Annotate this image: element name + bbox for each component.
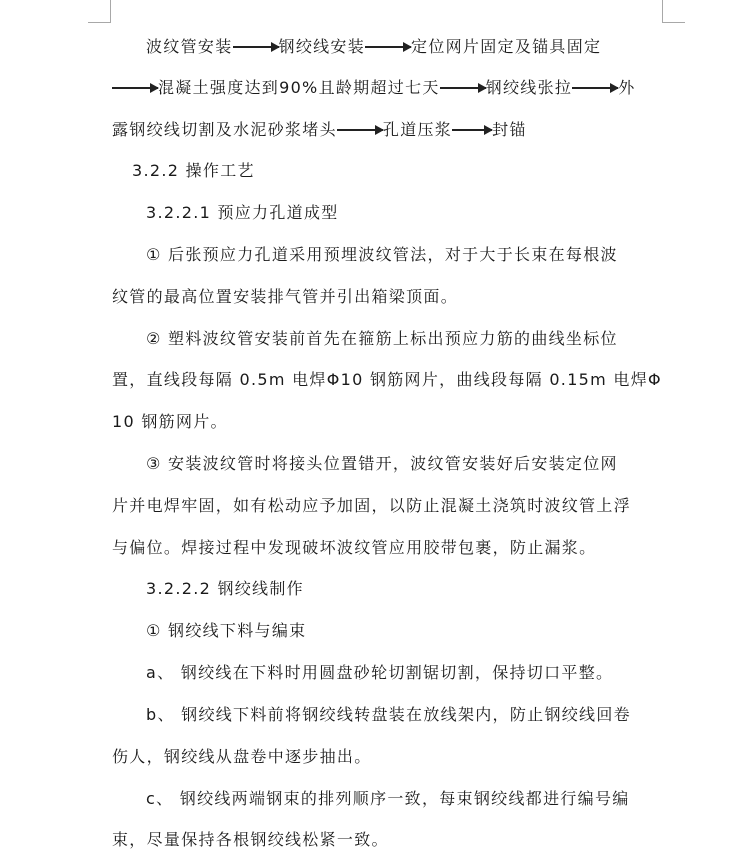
flow-arrow: [233, 46, 279, 48]
paragraph-1-line-2: 纹管的最高位置安装排气管并引出箱梁顶面。: [112, 287, 459, 306]
item-b-line-2: 伤人，钢绞线从盘卷中逐步抽出。: [112, 747, 372, 766]
flow-line-2: [112, 78, 636, 98]
flow-arrow: [440, 87, 486, 89]
flow-line-3: [112, 120, 527, 140]
flow-step: 定位网片固定及锚具固定: [411, 37, 602, 56]
flow-arrow: [112, 87, 158, 89]
crop-mark-left: [88, 0, 111, 23]
flow-arrow: [452, 129, 492, 131]
flow-step: 钢绞线安装: [278, 37, 366, 56]
flow-step: 露钢绞线切割及水泥砂浆堵头: [112, 120, 337, 139]
flow-arrow: [365, 46, 411, 48]
flow-arrow: [572, 87, 618, 89]
paragraph-3-line-2: 片并电焊牢固，如有松动应予加固，以防止混凝土浇筑时波纹管上浮: [112, 496, 632, 515]
item-c-line-2: 束，尽量保持各根钢绞线松紧一致。: [112, 830, 389, 849]
section-heading-3-2-2: 3.2.2 操作工艺: [132, 161, 255, 180]
flow-step: 外: [618, 78, 636, 97]
flow-step: 封锚: [492, 120, 527, 139]
flow-step: 孔道压浆: [382, 120, 453, 139]
item-c-line-1: c、 钢绞线两端钢束的排列顺序一致，每束钢绞线都进行编号编: [146, 789, 630, 808]
flow-step: 混凝土强度达到90%且龄期超过七天: [158, 78, 440, 97]
flow-step: 波纹管安装: [146, 37, 233, 56]
flow-arrow: [337, 129, 383, 131]
crop-mark-right: [662, 0, 685, 23]
flow-line-1: [146, 37, 601, 57]
paragraph-1-line-1: ① 后张预应力孔道采用预埋波纹管法，对于大于长束在每根波: [146, 245, 618, 264]
flow-step: 钢绞线张拉: [485, 78, 573, 97]
item-1-heading: ① 钢绞线下料与编束: [146, 621, 307, 640]
paragraph-2-line-1: ② 塑料波纹管安装前首先在箍筋上标出预应力筋的曲线坐标位: [146, 329, 618, 348]
paragraph-3-line-3: 与偏位。焊接过程中发现破坏波纹管应用胶带包裹，防止漏浆。: [112, 538, 597, 557]
paragraph-2-line-2: 置，直线段每隔 0.5m 电焊Φ10 钢筋网片，曲线段每隔 0.15m 电焊Φ: [112, 370, 662, 389]
paragraph-3-line-1: ③ 安装波纹管时将接头位置错开，波纹管安装好后安装定位网: [146, 454, 618, 473]
item-b-line-1: b、 钢绞线下料前将钢绞线转盘装在放线架内，防止钢绞线回卷: [146, 705, 631, 724]
paragraph-2-line-3: 10 钢筋网片。: [112, 412, 228, 431]
section-heading-3-2-2-1: 3.2.2.1 预应力孔道成型: [146, 203, 339, 222]
item-a: a、 钢绞线在下料时用圆盘砂轮切割锯切割，保持切口平整。: [146, 663, 614, 682]
section-heading-3-2-2-2: 3.2.2.2 钢绞线制作: [146, 579, 304, 598]
